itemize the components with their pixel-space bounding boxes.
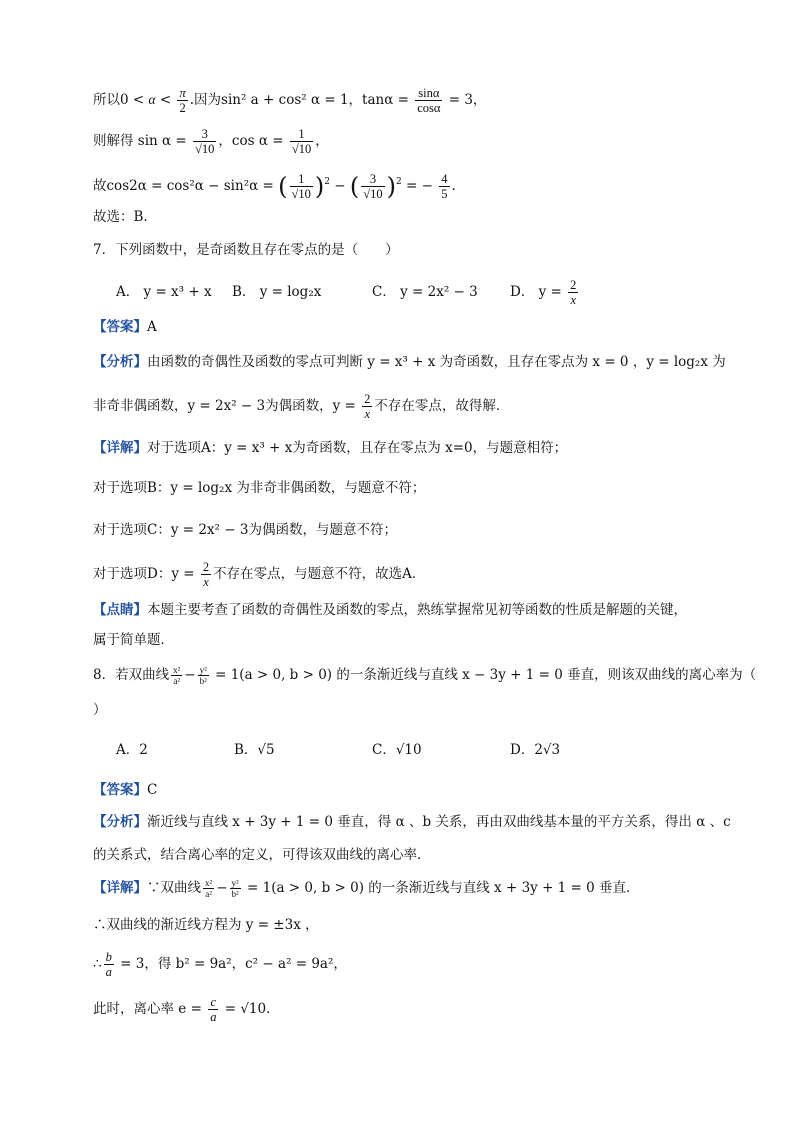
text: 故cos2α = cos²α − sin²α =	[93, 178, 279, 194]
answer-value: C	[147, 782, 158, 798]
question-8-analysis-2: 的关系式，结合离心率的定义，可得该双曲线的离心率．	[93, 847, 431, 863]
math-alpha: α	[148, 92, 156, 107]
text: 则解得 sin α =	[93, 133, 192, 149]
question-8-detail-4	[93, 995, 280, 1024]
question-7-comment	[93, 600, 687, 620]
fraction: $\frac{\text{y²}}{\text{b²}}$	[199, 665, 207, 686]
text: = 1(a > 0, b > 0) 的一条渐近线与直线 x − 3y + 1 = 0 垂直，则该双曲线的离心率为（	[210, 667, 757, 683]
text: 对于选项D：y =	[93, 566, 199, 582]
answer-tag: 【答案】	[93, 319, 147, 335]
paren-close: )	[314, 172, 325, 201]
text: .	[451, 178, 456, 194]
fraction: $\frac{\text{y²}}{\text{b²}}$	[231, 878, 239, 899]
analysis-tag: 【分析】	[93, 814, 147, 830]
question-8-detail	[93, 878, 640, 899]
fraction: $\frac{3}{√10}$	[363, 172, 383, 201]
text: .因为sin² a + cos² α = 1，tanα =	[189, 92, 414, 108]
text: 本题主要考查了函数的奇偶性及函数的零点，熟练掌握常见初等函数的性质是解题的关键，	[147, 602, 687, 618]
solution-line-3	[93, 172, 456, 201]
option-d	[510, 278, 580, 307]
question-8-stem	[93, 665, 756, 686]
fraction-sin-over-cos: $\frac{\sin\alpha}{\cos\alpha}$	[417, 86, 441, 115]
fraction: $\frac{2}{x}$	[202, 560, 210, 589]
text: −	[329, 178, 350, 194]
fraction: $\frac{2}{x}$	[570, 278, 577, 307]
text: ，cos α =	[218, 133, 288, 149]
text: 所以0 <	[93, 92, 149, 108]
text: ，	[315, 133, 329, 149]
comment-tag: 【点睛】	[93, 602, 147, 618]
fraction-pi-over-2: $\frac{\pi}{2}$	[179, 86, 186, 115]
question-8-stem-2: ）	[93, 702, 107, 718]
text: 此时，离心率 e =	[93, 1001, 207, 1017]
fraction: $\frac{1}{√10}$	[291, 172, 311, 201]
fraction: $\frac{c}{a}$	[210, 995, 217, 1024]
choice-line: 故选：B.	[93, 209, 148, 225]
fraction: $\frac{4}{5}$	[441, 172, 448, 201]
text: 渐近线与直线 x + 3y + 1 = 0 垂直，得 α 、b 关系，再由双曲线基本量的平方关系，得出 α 、c	[147, 814, 731, 830]
option-b: B． y = log₂x	[232, 284, 322, 300]
text: = −	[401, 178, 438, 194]
exponent: 2	[396, 177, 402, 187]
question-7-detail-2: 对于选项B：y = log₂x 为非奇非偶函数，与题意不符；	[93, 480, 426, 496]
fraction: $\frac{\text{x²}}{\text{a²}}$	[173, 665, 181, 686]
detail-tag: 【详解】	[93, 440, 147, 456]
paren-close: )	[386, 172, 397, 201]
text: 对于选项A：y = x³ + x为奇函数，且存在零点为 x=0，与题意相符；	[147, 440, 568, 456]
paren-open: (	[349, 172, 360, 201]
text: = √10．	[220, 1001, 280, 1017]
answer-tag: 【答案】	[93, 782, 147, 798]
fraction: $\frac{b}{a}$	[105, 950, 112, 979]
paren-open: (	[278, 172, 288, 201]
text: 非奇非偶函数，y = 2x² − 3为偶函数，y =	[93, 398, 361, 414]
text: 不存在零点，与题意不符，故选A．	[213, 566, 426, 582]
fraction: $\frac{1}{√10}$	[291, 127, 312, 156]
option-b: B．√5	[234, 742, 275, 758]
text: 由函数的奇偶性及函数的零点可判断 y = x³ + x 为奇函数，且存在零点为 x = 0 ，y = log₂x 为	[147, 354, 726, 370]
option-a: A． y = x³ + x	[116, 284, 212, 300]
question-7-detail	[93, 438, 567, 458]
question-8-detail-2: ∴双曲线的渐近线方程为 y = ±3x ，	[93, 917, 319, 933]
solution-line-1	[93, 86, 486, 115]
question-7-options	[116, 278, 580, 307]
question-7-analysis	[93, 352, 726, 372]
analysis-tag: 【分析】	[93, 354, 147, 370]
text: ∵双曲线	[147, 880, 201, 896]
question-7-answer	[93, 317, 157, 337]
question-7-analysis-2	[93, 392, 509, 421]
minus-sign: −	[216, 880, 228, 896]
answer-value: A	[147, 319, 157, 335]
question-7-detail-3: 对于选项C：y = 2x² − 3为偶函数，与题意不符；	[93, 522, 397, 538]
question-7-stem: 7．下列函数中，是奇函数且存在零点的是（ ）	[93, 242, 399, 258]
text: = 1(a > 0, b > 0) 的一条渐近线与直线 x + 3y + 1 = 0 垂直．	[242, 880, 640, 896]
text: = 3，得 b² = 9a²，c² − a² = 9a²，	[115, 956, 347, 972]
text: 8．若双曲线	[93, 667, 170, 683]
option-c: C． y = 2x² − 3	[372, 284, 478, 300]
question-8-analysis	[93, 812, 731, 832]
solution-line-2	[93, 127, 329, 156]
text: = 3，	[444, 92, 487, 108]
text: D． y =	[510, 284, 567, 300]
question-8-answer	[93, 780, 157, 800]
text: 不存在零点，故得解．	[374, 398, 510, 414]
fraction: $\frac{2}{x}$	[364, 392, 371, 421]
question-7-detail-4	[93, 560, 425, 589]
text: <	[155, 92, 176, 108]
minus-sign: −	[184, 667, 196, 683]
exponent: 2	[324, 177, 330, 187]
text: ∴	[93, 956, 102, 972]
question-8-options	[116, 740, 560, 760]
question-7-comment-2: 属于简单题．	[93, 632, 174, 648]
fraction: $\frac{3}{√10}$	[195, 127, 215, 156]
question-8-detail-3	[93, 950, 347, 979]
detail-tag: 【详解】	[93, 880, 147, 896]
fraction: $\frac{\text{x²}}{\text{a²}}$	[205, 878, 213, 899]
option-d: D．2√3	[510, 742, 561, 758]
option-c: C．√10	[372, 742, 422, 758]
option-a: A．2	[116, 742, 148, 758]
